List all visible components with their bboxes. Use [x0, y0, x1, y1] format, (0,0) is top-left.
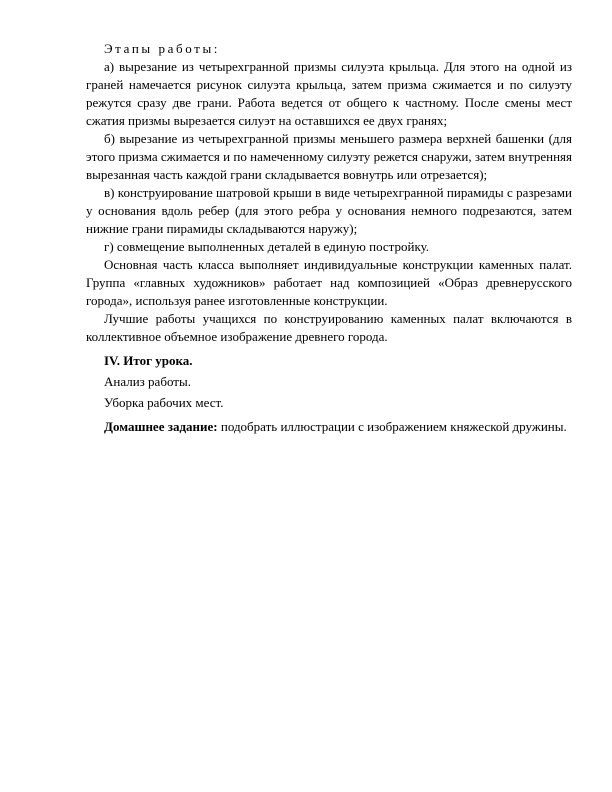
stage-item-d: г) совмещение выполненных деталей в единую постройку. [104, 239, 430, 254]
section-heading [86, 352, 572, 370]
document-text [86, 40, 572, 436]
stages-heading: Этапы работы: [104, 41, 221, 56]
stage-item-a: а) вырезание из четырехгранной призмы силуэта крыльца. Для этого на одной из граней намечается рисунок силуэта крыльца, затем призма сжимается и по силуэту режутся сразу две грани. Работа ведется от общего к частному. После смены мест сжатия призмы вырезается силуэт на оставшихся ее двух гранях; [86, 59, 572, 128]
paragraph-best-works: Лучшие работы учащихся по конструированию каменных палат включаются в коллективное объемное изображение древнего города. [86, 311, 572, 344]
homework-text: подобрать иллюстрации с изображением княжеской дружины. [217, 419, 567, 434]
stage-item-c: в) конструирование шатровой крыши в виде четырехгранной пирамиды с разрезами у основания вдоль ребер (для этого ребра у основания немного подрезаются, затем нижние грани пирамиды складываются наружу); [86, 185, 572, 236]
cleanup-line: Уборка рабочих мест. [104, 395, 224, 410]
paragraph-main-part: Основная часть класса выполняет индивидуальные конструкции каменных палат. Группа «главных художников» работает над композицией «Образ древнерусского города», используя ранее изготовленные конструкции. [86, 257, 572, 308]
homework-label: Домашнее задание: [104, 419, 218, 434]
homework-paragraph [86, 418, 572, 436]
stage-item-b: б) вырезание из четырехгранной призмы меньшего размера верхней башенки (для этого призма сжимается и по намеченному силуэту режется снаружи, затем внутренняя вырезанная часть каждой грани складывается вовнутрь или отрезается); [86, 131, 572, 182]
analysis-line: Анализ работы. [104, 374, 191, 389]
section-heading-text: IV. Итог урока. [104, 353, 193, 368]
